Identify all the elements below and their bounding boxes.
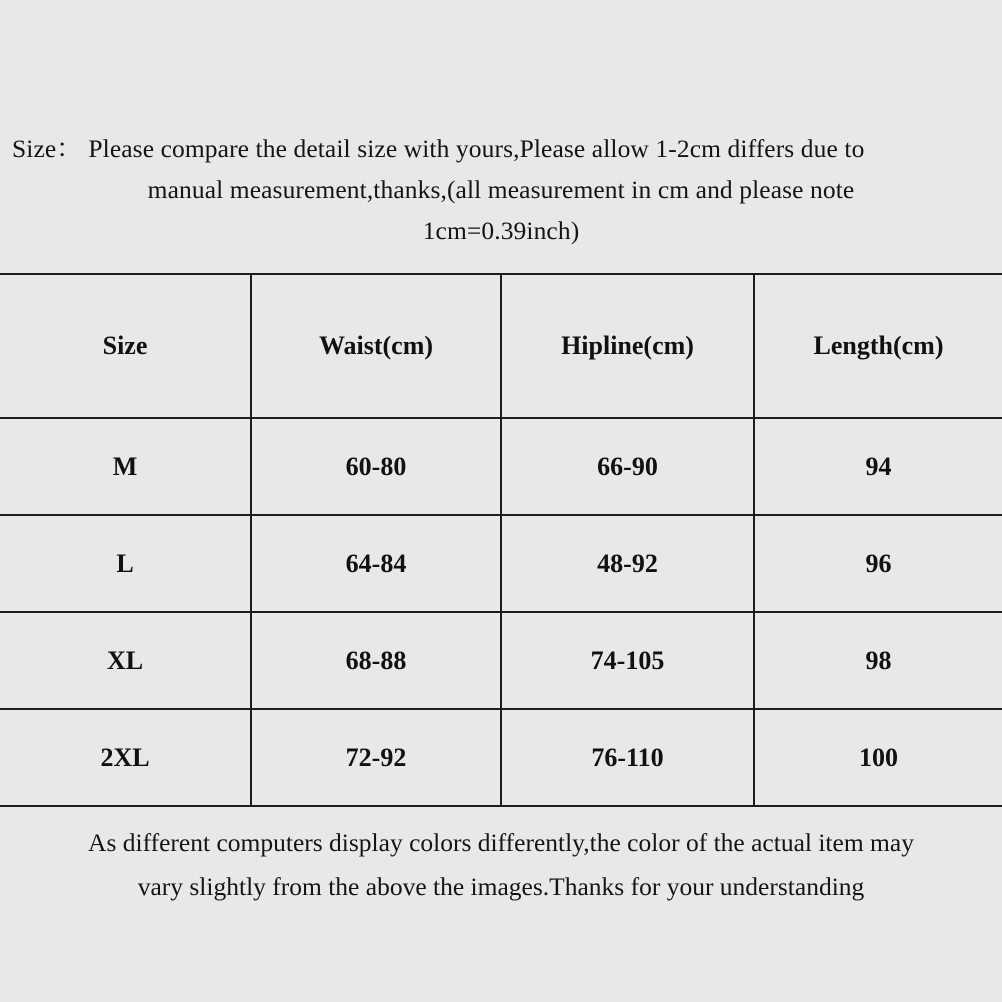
- cell-size: XL: [0, 612, 251, 709]
- table-row: [0, 418, 1002, 515]
- cell-hipline: 48-92: [501, 515, 754, 612]
- cell-length: 94: [754, 418, 1002, 515]
- column-header-hipline: Hipline(cm): [501, 274, 754, 418]
- cell-size: M: [0, 418, 251, 515]
- table-body: [0, 418, 1002, 806]
- table-header-row: [0, 274, 1002, 418]
- cell-size: 2XL: [0, 709, 251, 806]
- intro-note: [0, 128, 1002, 251]
- footer-line-1: As different computers display colors differently,the color of the actual item may: [88, 828, 914, 857]
- cell-length: 100: [754, 709, 1002, 806]
- cell-length: 98: [754, 612, 1002, 709]
- size-table: [0, 273, 1002, 807]
- table-row: [0, 612, 1002, 709]
- intro-line-2: manual measurement,thanks,(all measurement in cm and please note: [147, 175, 855, 204]
- cell-hipline: 66-90: [501, 418, 754, 515]
- cell-hipline: 76-110: [501, 709, 754, 806]
- top-spacer: [0, 0, 1002, 128]
- intro-line-1: Size： Please compare the detail size with yours,Please allow 1-2cm differs due to: [12, 134, 865, 163]
- column-header-waist: Waist(cm): [251, 274, 501, 418]
- footer-line-2: vary slightly from the above the images.Thanks for your understanding: [137, 872, 865, 901]
- cell-waist: 60-80: [251, 418, 501, 515]
- intro-line-3: 1cm=0.39inch): [422, 216, 580, 245]
- cell-size: L: [0, 515, 251, 612]
- table-row: [0, 709, 1002, 806]
- column-header-size: Size: [0, 274, 251, 418]
- column-header-length: Length(cm): [754, 274, 1002, 418]
- cell-waist: 72-92: [251, 709, 501, 806]
- table-row: [0, 515, 1002, 612]
- color-disclaimer: [0, 821, 1002, 909]
- table-header: [0, 274, 1002, 418]
- cell-hipline: 74-105: [501, 612, 754, 709]
- cell-length: 96: [754, 515, 1002, 612]
- cell-waist: 64-84: [251, 515, 501, 612]
- cell-waist: 68-88: [251, 612, 501, 709]
